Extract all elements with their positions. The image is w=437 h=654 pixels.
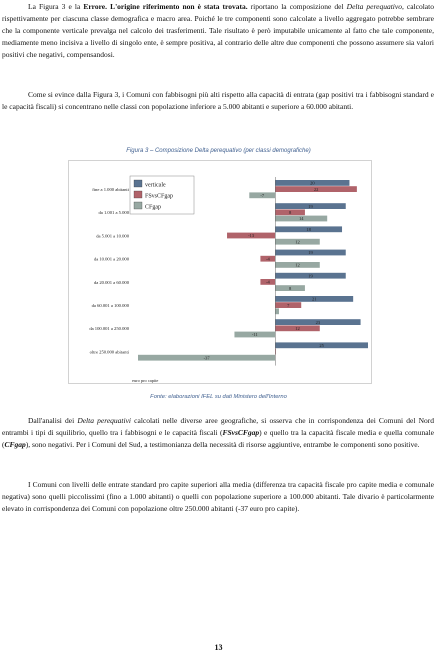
category-label: da 20.001 a 60.000	[93, 279, 129, 285]
bar-value-label: 19	[308, 203, 313, 209]
term-delta-perequativi: Delta perequativi	[77, 416, 132, 425]
unit-label: euro pro capite	[132, 378, 159, 383]
legend-label-cfgap: CFgap	[145, 204, 162, 211]
chart-legend	[130, 176, 194, 214]
bar-value-label: 12	[295, 326, 300, 331]
legend-label-verticale: verticale	[145, 182, 166, 189]
category-label: da 1.001 a 5.000	[98, 210, 129, 216]
bar-value-label: -11	[251, 332, 258, 338]
bar-value-label: 25	[319, 343, 324, 348]
legend-swatch-fsvscfgap	[134, 191, 142, 198]
legend-swatch-verticale	[134, 180, 142, 187]
text-run: , calcolato rispettivamente per ciascuna classe demografica e macro area. Poiché le tre componenti sono calcolate a livello aggregato potrebbe sembrare che la componente verticale prevalga nel calcolo dei trasferimenti. Tale risultato è però imputabile unicamente al fatto che tale componente, mediamente meno incisiva a livello di singolo ente, è sempre positiva, al contrario delle altre due componenti che possono assumere sia valori positivi che negativi, compensandosi.	[2, 2, 434, 59]
delta-perequativo-chart	[68, 160, 373, 385]
text-run: Come si evince dalla Figura 3, i Comuni con fabbisogni più alti rispetto alla capacità di entrata (gap positivi tra i fabbisogni standard e le capacità fiscali) si concentrano nelle classi con popolazione inferiore a 5.000 abitanti e superiore a 60.000 abitanti.	[2, 90, 434, 111]
bar-value-label: 12	[295, 262, 300, 268]
category-labels	[89, 187, 129, 354]
error-reference: Errore. L'origine riferimento non è stata trovata.	[83, 2, 248, 11]
paragraph-revenue-levels	[2, 479, 434, 515]
bar-value-label: -4	[265, 279, 270, 285]
legend-label-fsvscfgap: FSvsCFgap	[145, 193, 174, 200]
text-run: Dall'analisi dei	[28, 416, 78, 425]
text-run: La Figura 3 e la	[28, 2, 84, 11]
bar-value-label: 8	[288, 210, 292, 215]
bar-cfgap	[275, 308, 279, 314]
text-run: riportano la composizione del	[247, 2, 347, 11]
term-delta-perequativo: Delta perequativo	[346, 2, 402, 11]
bar-value-label: 22	[313, 186, 319, 192]
bar-value-label: 20	[310, 180, 315, 186]
category-label: da 10.001 a 20.000	[93, 256, 129, 262]
page-number: 13	[214, 643, 223, 652]
bar-value-label: -7	[260, 193, 265, 198]
text-run: calcolati nelle diverse aree geografiche, si osserva che in corrispondenza dei Comuni del Nord entrambi i tipi di squilibrio, quello tra i fabbisogni e le capacità fiscali (	[2, 416, 434, 437]
category-label: fine a 1.000 abitanti	[92, 187, 129, 192]
paragraph-figure-comment	[2, 89, 434, 113]
bar-value-label: 21	[311, 296, 317, 302]
bar-value-label: -13	[248, 233, 255, 239]
bar-value-label: -37	[203, 355, 210, 361]
bar-value-label: 12	[295, 239, 300, 245]
figure-title: Figura 3 – Composizione Delta perequativo (per classi demografiche)	[126, 148, 311, 154]
category-label: oltre 250.000 abitanti	[89, 349, 129, 355]
term-cfgap: CFgap	[4, 440, 26, 449]
paragraph-geographic-analysis	[2, 415, 434, 451]
bar-value-label: -4	[265, 256, 270, 262]
text-run: ), sono negativi. Per i Comuni del Sud, a testimonianza della necessità di risorse aggiuntive, entrambe le componenti sono positive.	[25, 440, 420, 449]
bar-value-label: 18	[306, 227, 311, 232]
bar-value-label: 19	[308, 273, 313, 279]
term-fsvscfgap: FSvsCFgap	[222, 428, 260, 437]
bar-value-label: 7	[287, 302, 290, 308]
category-label: da 5.001 a 10.000	[96, 233, 129, 239]
bar-value-label: 8	[288, 285, 292, 291]
legend-swatch-cfgap	[134, 202, 142, 209]
text-run: I Comuni con livelli delle entrate standard pro capite superiori alla media (differenza tra capacità fiscale pro capite media e comunale negativa) sono quelli piccolissimi (fino a 1.000 abitanti) o quelli con popolazione superiore a 100.000 abitanti. Tale divario è particolarmente elevato in corrispondenza dei Comuni con popolazione oltre 250.000 abitanti (-37 euro pro capite).	[2, 480, 434, 513]
bar-value-label: 19	[308, 250, 313, 256]
category-label: da 100.001 a 250.000	[89, 326, 129, 332]
paragraph-intro	[2, 1, 434, 61]
category-label: da 60.001 a 100.000	[91, 303, 129, 308]
text-run: ) e quello tra la capacità fiscale media e quella comunale (	[2, 428, 434, 449]
bar-value-label: 23	[315, 319, 321, 325]
bar-value-label: 14	[298, 216, 304, 222]
figure-source: Fonte: elaborazioni IFEL su dati Ministero dell'Interno	[150, 394, 287, 400]
